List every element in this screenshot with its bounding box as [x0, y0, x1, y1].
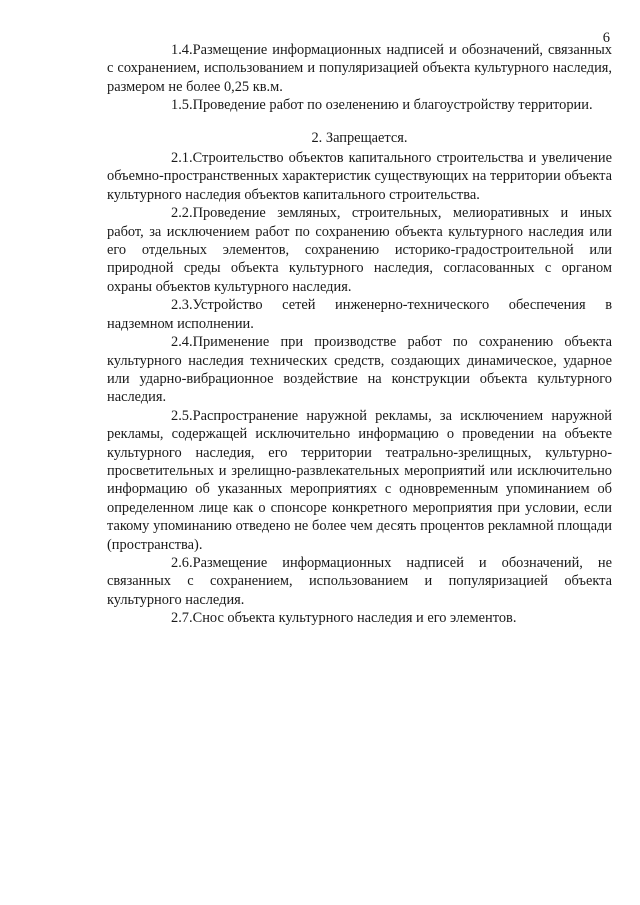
item-number: 2.4. — [171, 334, 193, 351]
item-number: 2.5. — [171, 407, 193, 424]
list-item — [107, 96, 612, 114]
section-heading: 2. Запрещается. — [311, 129, 408, 146]
item-number: 1.5. — [171, 97, 193, 114]
item-text: Проведение работ по озеленению и благоустройству территории. — [192, 97, 593, 114]
item-number: 2.1. — [171, 150, 193, 167]
list-item — [107, 296, 612, 333]
item-text: Снос объекта культурного наследия и его элементов. — [192, 610, 517, 627]
item-text: Размещение информационных надписей и обозначений, не связанных с сохранением, использованием и популяризацией объекта культурного наследия. — [107, 554, 612, 608]
item-text: Проведение земляных, строительных, мелиоративных и иных работ, за исключением работ по сохранению объекта культурного наследия или его отдельных элементов, сохранению историко-градостроительной или природной среды объекта культурного наследия, согласованных с органом охраны объектов культурного наследия. — [107, 205, 612, 295]
list-item — [107, 333, 612, 407]
item-text: Строительство объектов капитального строительства и увеличение объемно-пространственных характеристик существующих на территории объекта культурного наследия объектов капитального строительства. — [107, 150, 612, 203]
list-item — [107, 554, 612, 609]
list-item — [107, 609, 612, 627]
list-item — [107, 149, 612, 204]
list-item — [107, 407, 612, 554]
item-number: 2.2. — [171, 205, 193, 222]
item-text: Устройство сетей инженерно-технического обеспечения в надземном исполнении. — [107, 297, 612, 332]
item-number: 2.7. — [171, 610, 193, 627]
item-number: 1.4. — [171, 42, 193, 58]
list-item — [107, 204, 612, 296]
item-text: Применение при производстве работ по сохранению объекта культурного наследия технических средств, создающих динамическое, ударное или ударно-вибрационное воздействие на конструкции объекта культурного наследия. — [107, 334, 612, 406]
item-number: 2.6. — [171, 554, 193, 571]
item-text: Размещение информационных надписей и обозначений, связанных с сохранением, использованием и популяризацией объекта культурного наследия, размером не более 0,25 кв.м. — [107, 42, 612, 95]
page-number: 6 — [602, 30, 610, 46]
item-text: Распространение наружной рекламы, за исключением наружной рекламы, содержащей исключительно информацию о проведении на объекте культурного наследия, его территории театрально-зрелищных, культурно-просветительных и зрелищно-развлекательных мероприятий или исключительно информацию об указанных мероприятиях с одновременным упоминанием об определенном лице как о спонсоре конкретного мероприятия при условии, если такому упоминанию отведено не более чем десять процентов рекламной площади (пространства). — [107, 407, 612, 553]
document-body — [107, 41, 612, 628]
list-item — [107, 41, 612, 96]
item-number: 2.3. — [171, 297, 193, 314]
